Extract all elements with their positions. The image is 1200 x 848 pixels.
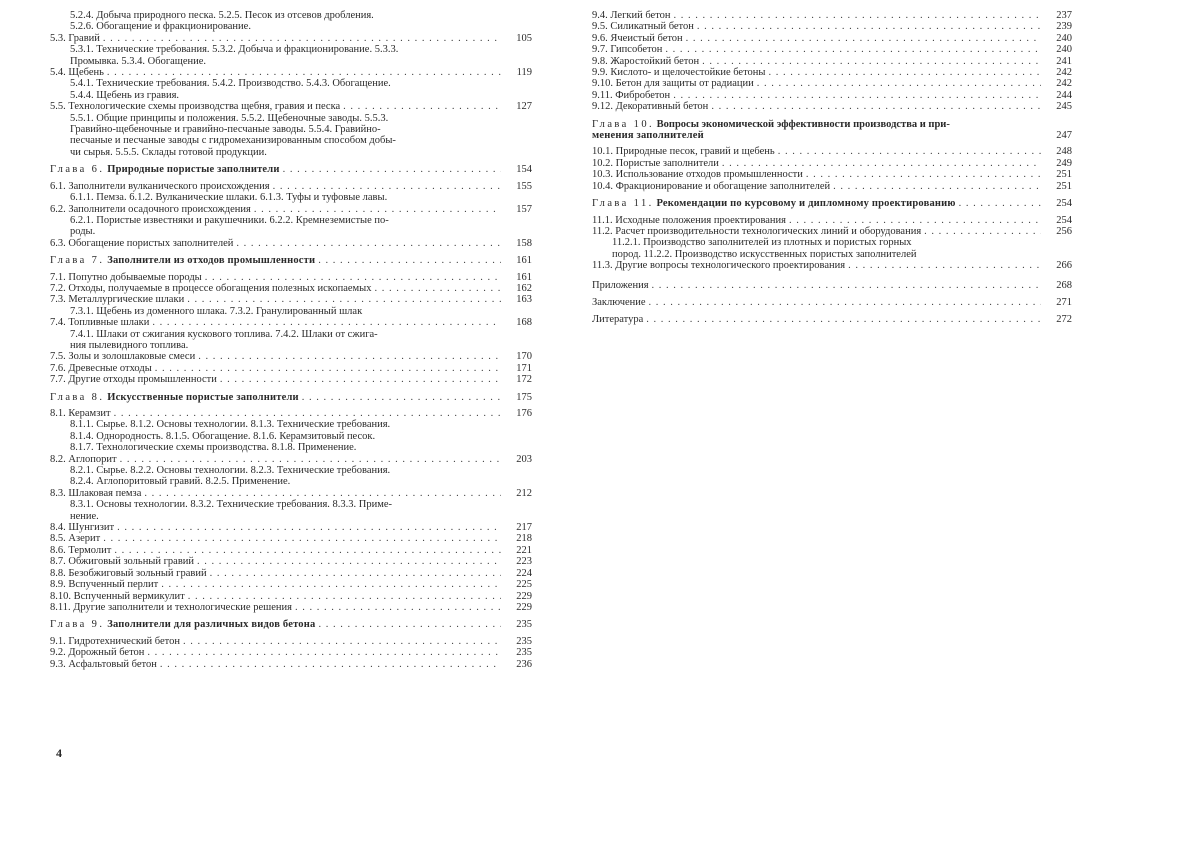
page-ref: 240 xyxy=(1056,32,1072,44)
toc-subitems xyxy=(50,78,532,101)
toc-entry-7-1[interactable]: 7.1. Попутно добываемые породы . . . 161 xyxy=(50,272,532,283)
dot-leader xyxy=(295,602,501,613)
toc-entry-9-9[interactable]: 9.9. Кислото- и щелочестойкие бетоны . . . 242 xyxy=(592,67,1072,78)
dot-leader xyxy=(711,101,1041,112)
toc-entry-10-3[interactable]: 10.3. Использование отходов промышленности . . . 251 xyxy=(592,169,1072,180)
dot-leader xyxy=(686,33,1041,44)
toc-entry-8-1[interactable]: 8.1. Керамзит . . . 176 xyxy=(50,408,532,419)
toc-entry-7-7[interactable]: 7.7. Другие отходы промышленности . . . 172 xyxy=(50,374,532,385)
toc-entry-8-4[interactable]: 8.4. Шунгизит . . . 217 xyxy=(50,522,532,533)
toc-subline: 8.1.1. Сырье. 8.1.2. Основы технологии. 8.1.3. Технические требования. xyxy=(70,419,391,431)
dot-leader xyxy=(674,10,1041,21)
dot-leader xyxy=(197,556,501,567)
dot-leader xyxy=(183,636,501,647)
toc-entry-8-10[interactable]: 8.10. Вспученный вермикулит . . . 229 xyxy=(50,591,532,602)
toc-entry-10-2[interactable]: 10.2. Пористые заполнители . . . 249 xyxy=(592,158,1072,169)
dot-leader xyxy=(806,169,1041,180)
page-ref: 229 xyxy=(516,601,532,613)
page-ref: 203 xyxy=(516,453,532,465)
page-ref: 236 xyxy=(516,658,532,670)
toc-subitems xyxy=(50,419,532,453)
toc-entry-8-11[interactable]: 8.11. Другие заполнители и технологические решения . . . 229 xyxy=(50,602,532,613)
dot-leader xyxy=(848,260,1041,271)
toc-entry-5-4[interactable]: 5.4. Щебень . . . 119 xyxy=(50,67,532,78)
toc-entry-8-7[interactable]: 8.7. Обжиговый зольный гравий . . . 223 xyxy=(50,556,532,567)
page-ref: 272 xyxy=(1056,314,1072,326)
toc-literature[interactable]: Литература . . . 272 xyxy=(592,314,1072,325)
toc-entry-11-3[interactable]: 11.3. Другие вопросы технологического проектирования . . . 266 xyxy=(592,260,1072,271)
toc-chapter-6[interactable]: Глава 6. Природные пористые заполнители . . . 154 xyxy=(50,164,532,175)
toc-entry-9-12[interactable]: 9.12. Декоративный бетон . . . 245 xyxy=(592,101,1072,112)
page-ref: 218 xyxy=(516,533,532,545)
toc-entry-7-4[interactable]: 7.4. Топливные шлаки . . . 168 xyxy=(50,317,532,328)
toc-entry-9-7[interactable]: 9.7. Гипсобетон . . . 240 xyxy=(592,44,1072,55)
page-ref: 271 xyxy=(1056,296,1072,308)
toc-entry-7-3[interactable]: 7.3. Металлургические шлаки . . . 163 xyxy=(50,294,532,305)
toc-entry-11-1[interactable]: 11.1. Исходные положения проектирования . . . 254 xyxy=(592,215,1072,226)
toc-subline: 7.3.1. Щебень из доменного шлака. 7.3.2. Гранулированный шлак xyxy=(70,305,363,317)
toc-subline: 7.4.1. Шлаки от сжигания кускового топлива. 7.4.2. Шлаки от сжига- xyxy=(70,328,378,340)
toc-entry-9-11[interactable]: 9.11. Фибробетон . . . 244 xyxy=(592,90,1072,101)
toc-appendices[interactable]: Приложения . . . 268 xyxy=(592,280,1072,291)
toc-entry-9-1[interactable]: 9.1. Гидротехнический бетон . . . 235 xyxy=(50,636,532,647)
page-ref: 154 xyxy=(516,164,532,176)
toc-subline: 6.2.1. Пористые известняки и ракушечники. 6.2.2. Кремнеземистые по- xyxy=(70,214,389,226)
page-ref: 225 xyxy=(516,579,532,591)
dot-leader xyxy=(652,280,1041,291)
toc-subline: ния пылевидного топлива. xyxy=(70,339,189,351)
page-ref: 170 xyxy=(516,351,532,363)
toc-subline: 11.2.1. Производство заполнителей из плотных и пористых горных xyxy=(612,237,912,249)
page-ref: 239 xyxy=(1056,21,1072,33)
toc-subline: 5.2.4. Добыча природного песка. 5.2.5. Песок из отсевов дробления. xyxy=(70,10,374,21)
page-ref: 242 xyxy=(1056,67,1072,79)
dot-leader xyxy=(236,238,501,249)
page-ref: 217 xyxy=(516,522,532,534)
page-ref: 235 xyxy=(516,619,532,631)
toc-entry-8-6[interactable]: 8.6. Термолит . . . 221 xyxy=(50,545,532,556)
dot-leader xyxy=(254,204,501,215)
page-ref: 249 xyxy=(1056,157,1072,169)
toc-subitems xyxy=(50,465,532,488)
page-ref: 241 xyxy=(1056,55,1072,67)
toc-chapter-11[interactable]: Глава 11. Рекомендации по курсовому и дипломному проектированию . . . 254 xyxy=(592,198,1072,209)
toc-subitems xyxy=(50,44,532,67)
toc-subline: Промывка. 5.3.4. Обогащение. xyxy=(70,55,207,67)
dot-leader xyxy=(205,272,501,283)
dot-leader xyxy=(343,101,501,112)
page-ref: 162 xyxy=(516,282,532,294)
toc-entry-7-6[interactable]: 7.6. Древесные отходы . . . 171 xyxy=(50,363,532,374)
dot-leader xyxy=(283,164,501,175)
page-ref: 244 xyxy=(1056,89,1072,101)
toc-subline: Гравийно-щебеночные и гравийно-песчаные заводы. 5.5.4. Гравийно- xyxy=(70,124,381,136)
page-number: 4 xyxy=(56,746,62,760)
toc-subline: 5.2.6. Обогащение и фракционирование. xyxy=(70,21,251,33)
toc-entry-9-2[interactable]: 9.2. Дорожный бетон . . . 235 xyxy=(50,647,532,658)
dot-leader xyxy=(210,568,501,579)
dot-leader xyxy=(697,21,1041,32)
dot-leader xyxy=(789,215,1041,226)
page-ref: 168 xyxy=(516,317,532,329)
page-ref: 224 xyxy=(516,567,532,579)
dot-leader xyxy=(187,294,501,305)
toc-subline: 5.5.1. Общие принципы и положения. 5.5.2. Щебеночные заводы. 5.5.3. xyxy=(70,112,389,124)
page-ref: 161 xyxy=(516,255,532,267)
toc-entry-8-5[interactable]: 8.5. Азерит . . . 218 xyxy=(50,533,532,544)
toc-entry-7-2[interactable]: 7.2. Отходы, получаемые в процессе обогащения полезных ископаемых . . . 162 xyxy=(50,283,532,294)
dot-leader xyxy=(144,488,501,499)
toc-entry-9-3[interactable]: 9.3. Асфальтовый бетон . . . 236 xyxy=(50,659,532,670)
toc-chapter-8[interactable]: Глава 8. Искусственные пористые заполнители . . . 175 xyxy=(50,392,532,403)
toc-entry-6-1[interactable]: 6.1. Заполнители вулканического происхождения . . . 155 xyxy=(50,181,532,192)
page-ref: 268 xyxy=(1056,279,1072,291)
toc-entry-6-2[interactable]: 6.2. Заполнители осадочного происхождения . . . 157 xyxy=(50,204,532,215)
page-ref: 242 xyxy=(1056,78,1072,90)
dot-leader xyxy=(318,619,501,630)
dot-leader xyxy=(302,392,501,403)
dot-leader xyxy=(778,146,1041,157)
page-ref: 254 xyxy=(1056,198,1072,210)
toc-entry-9-5[interactable]: 9.5. Силикатный бетон . . . 239 xyxy=(592,21,1072,32)
page-ref: 248 xyxy=(1056,146,1072,158)
toc-subline: 8.1.7. Технологические схемы производства. 8.1.8. Применение. xyxy=(70,442,357,454)
page-ref: 163 xyxy=(516,294,532,306)
toc-entry-10-4[interactable]: 10.4. Фракционирование и обогащение заполнителей . . . 251 xyxy=(592,181,1072,192)
toc-subline: нение. xyxy=(70,510,99,522)
dot-leader xyxy=(757,78,1041,89)
toc-entry-9-6[interactable]: 9.6. Ячеистый бетон . . . 240 xyxy=(592,33,1072,44)
page-ref: 161 xyxy=(516,271,532,283)
toc-chapter-9[interactable]: Глава 9. Заполнители для различных видов бетона . . . 235 xyxy=(50,619,532,630)
toc-entry-11-2[interactable]: 11.2. Расчет производительности технологических линий и оборудования . . . 256 xyxy=(592,226,1072,237)
toc-subitems xyxy=(50,329,532,352)
toc-subitems xyxy=(50,192,532,203)
toc-entry-8-2[interactable]: 8.2. Аглопорит . . . 203 xyxy=(50,454,532,465)
dot-leader xyxy=(665,44,1041,55)
toc-entry-8-8[interactable]: 8.8. Безобжиговый зольный гравий . . . 224 xyxy=(50,568,532,579)
page-ref: 256 xyxy=(1056,225,1072,237)
toc-subline: 5.3.1. Технические требования. 5.3.2. Добыча и фракционирование. 5.3.3. xyxy=(70,44,399,56)
toc-subitems xyxy=(50,10,532,33)
page-ref: 176 xyxy=(516,408,532,419)
page-ref: 171 xyxy=(516,362,532,374)
page-ref: 266 xyxy=(1056,260,1072,272)
toc-entry-9-8[interactable]: 9.8. Жаростойкий бетон . . . 241 xyxy=(592,56,1072,67)
toc-entry-5-5[interactable]: 5.5. Технологические схемы производства щебня, гравия и песка . . . 127 xyxy=(50,101,532,112)
dot-leader xyxy=(959,198,1041,209)
toc-chapter-10[interactable]: Глава 10. Вопросы экономической эффективности производства и при- менения заполнителей 247 xyxy=(592,118,1072,142)
page-ref: 235 xyxy=(516,635,532,647)
page-ref: 251 xyxy=(1056,169,1072,181)
dot-leader xyxy=(649,297,1041,308)
dot-leader xyxy=(161,579,501,590)
toc-conclusion[interactable]: Заключение . . . 271 xyxy=(592,297,1072,308)
toc-entry-5-3[interactable]: 5.3. Гравий . . . 105 xyxy=(50,33,532,44)
dot-leader xyxy=(318,255,501,266)
dot-leader xyxy=(155,363,501,374)
toc-subline: 8.3.1. Основы технологии. 8.3.2. Технические требования. 8.3.3. Приме- xyxy=(70,499,393,511)
dot-leader xyxy=(188,591,501,602)
right-page-toc xyxy=(592,10,1072,326)
page-ref: 223 xyxy=(516,556,532,568)
toc-subline: песчаные и песчаные заводы с гидромеханизированным способом добы- xyxy=(70,135,396,147)
dot-leader xyxy=(120,454,501,465)
dot-leader xyxy=(107,67,501,78)
toc-subitems xyxy=(50,215,532,238)
page-ref: 221 xyxy=(516,544,532,556)
dot-leader xyxy=(722,158,1041,169)
toc-subitems xyxy=(50,306,532,317)
page-ref: 155 xyxy=(516,180,532,192)
toc-entry-9-4[interactable]: 9.4. Легкий бетон . . . 237 xyxy=(592,10,1072,21)
page-ref: 245 xyxy=(1056,101,1072,113)
toc-subline: роды. xyxy=(70,226,96,238)
left-page-toc xyxy=(50,10,532,670)
toc-subline: 8.2.4. Аглопоритовый гравий. 8.2.5. Применение. xyxy=(70,476,291,488)
toc-entry-8-9[interactable]: 8.9. Вспученный перлит . . . 225 xyxy=(50,579,532,590)
page-ref: 237 xyxy=(1056,10,1072,21)
toc-subitems xyxy=(50,113,532,159)
page-ref: 235 xyxy=(516,647,532,659)
dot-leader xyxy=(103,33,501,44)
toc-entry-6-3[interactable]: 6.3. Обогащение пористых заполнителей . . . 158 xyxy=(50,238,532,249)
dot-leader xyxy=(374,283,501,294)
page-ref: 158 xyxy=(516,237,532,249)
toc-subitems xyxy=(50,499,532,522)
dot-leader xyxy=(833,181,1041,192)
page-ref: 251 xyxy=(1056,180,1072,192)
page-ref: 172 xyxy=(516,374,532,386)
page-ref: 247 xyxy=(1056,130,1072,142)
page-ref: 127 xyxy=(516,101,532,113)
dot-leader xyxy=(924,226,1041,237)
dot-leader xyxy=(147,647,501,658)
toc-subline: пород. 11.2.2. Производство искусственных пористых заполнителей xyxy=(612,248,917,260)
toc-entry-8-3[interactable]: 8.3. Шлаковая пемза . . . 212 xyxy=(50,488,532,499)
dot-leader xyxy=(117,522,501,533)
dot-leader xyxy=(702,56,1041,67)
page-ref: 254 xyxy=(1056,214,1072,226)
toc-entry-10-1[interactable]: 10.1. Природные песок, гравий и щебень . . . 248 xyxy=(592,146,1072,157)
page-ref: 105 xyxy=(516,32,532,44)
dot-leader xyxy=(152,317,501,328)
toc-subline: 8.1.4. Однородность. 8.1.5. Обогащение. 8.1.6. Керамзитовый песок. xyxy=(70,430,376,442)
dot-leader xyxy=(673,90,1041,101)
toc-entry-7-5[interactable]: 7.5. Золы и золошлаковые смеси . . . 170 xyxy=(50,351,532,362)
toc-chapter-7[interactable]: Глава 7. Заполнители из отходов промышленности . . . 161 xyxy=(50,255,532,266)
dot-leader xyxy=(114,408,501,419)
toc-entry-9-10[interactable]: 9.10. Бетон для защиты от радиации . . . 242 xyxy=(592,78,1072,89)
toc-subline: 5.4.1. Технические требования. 5.4.2. Производство. 5.4.3. Обогащение. xyxy=(70,78,391,90)
toc-subline: 6.1.1. Пемза. 6.1.2. Вулканические шлаки. 6.1.3. Туфы и туфовые лавы. xyxy=(70,192,388,204)
dot-leader xyxy=(220,374,501,385)
page-ref: 240 xyxy=(1056,44,1072,56)
toc-subitems xyxy=(592,237,1072,260)
page-ref: 212 xyxy=(516,487,532,499)
page-ref: 229 xyxy=(516,590,532,602)
dot-leader xyxy=(198,351,501,362)
dot-leader xyxy=(646,314,1041,325)
dot-leader xyxy=(103,533,501,544)
page-ref: 175 xyxy=(516,391,532,403)
dot-leader xyxy=(114,545,501,556)
toc-subline: 8.2.1. Сырье. 8.2.2. Основы технологии. 8.2.3. Технические требования. xyxy=(70,465,391,477)
toc-subline: чи сырья. 5.5.5. Склады готовой продукции. xyxy=(70,146,267,158)
toc-subline: 5.4.4. Щебень из гравия. xyxy=(70,89,180,101)
page-ref: 157 xyxy=(516,203,532,215)
dot-leader xyxy=(160,659,501,670)
dot-leader xyxy=(768,67,1041,78)
dot-leader xyxy=(273,181,501,192)
page-ref: 119 xyxy=(516,67,532,79)
